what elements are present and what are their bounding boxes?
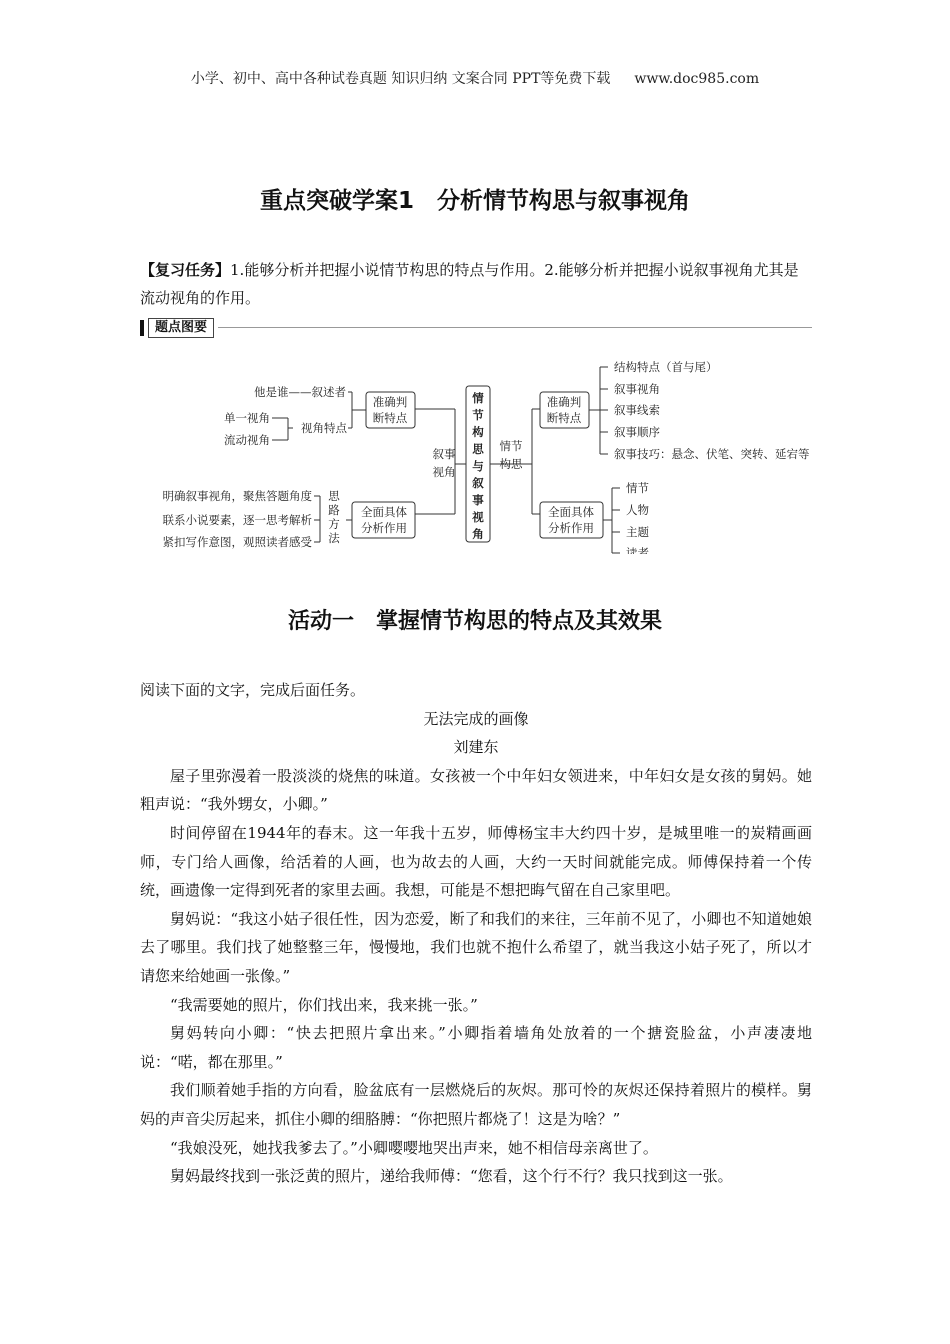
center-char-3: 思 <box>472 442 484 456</box>
paragraph: “我娘没死，她找我爹去了。”小卿嘤嘤地哭出声来，她不相信母亲离世了。 <box>170 1138 658 1157</box>
mind-map-diagram <box>140 354 812 554</box>
section-rule <box>218 327 812 328</box>
feature-2: 叙事线索 <box>614 403 660 417</box>
who-narrator: 他是谁——叙述者 <box>254 385 346 399</box>
section-tag: 题点图要 <box>148 318 214 338</box>
effect-0: 情节 <box>626 481 649 495</box>
left-upper-box-line1: 准确判 <box>372 395 408 409</box>
paragraph: 舅妈说：“我这小姑子很任性，因为恋爱，断了和我们的来往，三年前不见了，小卿也不知道她娘去了哪里。我们找了她整整三年，慢慢地，我们也就不抱什么希望了，就当我这小姑子死了，所以才请您来给她画一张像。” <box>140 909 812 985</box>
review-task <box>140 256 812 312</box>
feature-3: 叙事顺序 <box>614 425 660 439</box>
left-upper-box-line2: 断特点 <box>372 411 408 425</box>
right-lower-box-line2: 分析作用 <box>548 521 594 535</box>
header-url[interactable]: www.doc985.com <box>634 71 760 87</box>
left-branch-line2: 视角 <box>432 465 456 479</box>
paragraph: 时间停留在1944年的春末。这一年我十五岁，师傅杨宝丰大约四十岁，是城里唯一的炭精画画师，专门给人画像，给活着的人画，也为故去的人画，大约一天时间就能完成。师傅保持着一个传统，画遗像一定得到死者的家里去画。我想，可能是不想把晦气留在自己家里吧。 <box>140 823 812 900</box>
left-branch-line1: 叙事 <box>432 447 456 461</box>
flowing-view: 流动视角 <box>224 433 270 447</box>
view-features-label: 视角特点 <box>301 421 347 435</box>
center-char-5: 叙 <box>472 476 484 490</box>
story-author: 刘建东 <box>453 738 499 757</box>
paragraph: 舅妈最终找到一张泛黄的照片，递给我师傅：“您看，这个行不行？我只找到这一张。 <box>170 1167 733 1186</box>
paragraph: “我需要她的照片，你们找出来，我来挑一张。” <box>170 995 478 1014</box>
page-title: 重点突破学案1 分析情节构思与叙事视角 <box>259 188 690 214</box>
mind-map-svg <box>140 354 812 554</box>
story-title: 无法完成的画像 <box>423 709 529 728</box>
single-view: 单一视角 <box>224 411 270 425</box>
effect-3: 读者 <box>626 546 649 554</box>
method-char-3: 法 <box>328 531 340 545</box>
right-upper-box-line1: 准确判 <box>546 395 582 409</box>
reading-body <box>140 676 812 1191</box>
right-branch-line2: 构思 <box>499 457 523 471</box>
method-char-2: 方 <box>328 517 340 531</box>
right-branch-line1: 情节 <box>499 439 523 453</box>
section-marker <box>140 320 144 336</box>
reading-intro: 阅读下面的文字，完成后面任务。 <box>140 681 366 699</box>
activity-title: 活动一 掌握情节构思的特点及其效果 <box>287 609 662 634</box>
effect-2: 主题 <box>626 525 649 539</box>
center-char-7: 视 <box>472 510 484 524</box>
feature-0: 结构特点（首与尾） <box>614 360 718 374</box>
center-char-0: 情 <box>472 391 484 405</box>
left-lower-box-line2: 分析作用 <box>361 521 407 535</box>
paragraph: 舅妈转向小卿：“快去把照片拿出来。”小卿指着墙角处放着的一个搪瓷脸盆，小声凄凄地说：“喏，都在那里。” <box>140 1024 812 1071</box>
paragraph: 我们顺着她手指的方向看，脸盆底有一层燃烧后的灰烬。那可怜的灰烬还保持着照片的模样。舅妈的声音尖厉起来，抓住小卿的细胳膊：“你把照片都烧了！这是为啥？” <box>140 1081 812 1128</box>
method-1: 联系小说要素，逐一思考解析 <box>162 513 312 527</box>
effect-1: 人物 <box>626 503 649 517</box>
section-bar <box>140 318 812 338</box>
method-0: 明确叙事视角，聚焦答题角度 <box>162 489 312 503</box>
feature-4: 叙事技巧：悬念、伏笔、突转、延宕等 <box>614 447 810 461</box>
center-char-2: 构 <box>472 425 484 439</box>
method-2: 紧扣写作意图，观照读者感受 <box>162 535 312 549</box>
review-task-label: 【复习任务】 <box>140 261 231 279</box>
right-upper-box-line2: 断特点 <box>546 411 582 425</box>
center-char-4: 与 <box>472 459 484 473</box>
paragraph: 屋子里弥漫着一股淡淡的烧焦的味道。女孩被一个中年妇女领进来，中年妇女是女孩的舅妈。她粗声说：“我外甥女，小卿。” <box>140 766 812 814</box>
right-lower-box-line1: 全面具体 <box>548 505 594 519</box>
page-header <box>0 68 950 88</box>
center-char-6: 事 <box>472 493 484 507</box>
left-lower-box-line1: 全面具体 <box>361 505 407 519</box>
center-char-1: 节 <box>472 408 484 422</box>
review-task-text: 1.能够分析并把握小说情节构思的特点与作用。2.能够分析并把握小说叙事视角尤其是流动视角的作用。 <box>140 261 799 307</box>
feature-1: 叙事视角 <box>614 382 660 396</box>
center-char-8: 角 <box>472 527 484 541</box>
method-char-1: 路 <box>328 503 340 517</box>
method-char-0: 思 <box>328 489 340 503</box>
header-text: 小学、初中、高中各种试卷真题 知识归纳 文案合同 PPT等免费下载 <box>190 71 611 87</box>
